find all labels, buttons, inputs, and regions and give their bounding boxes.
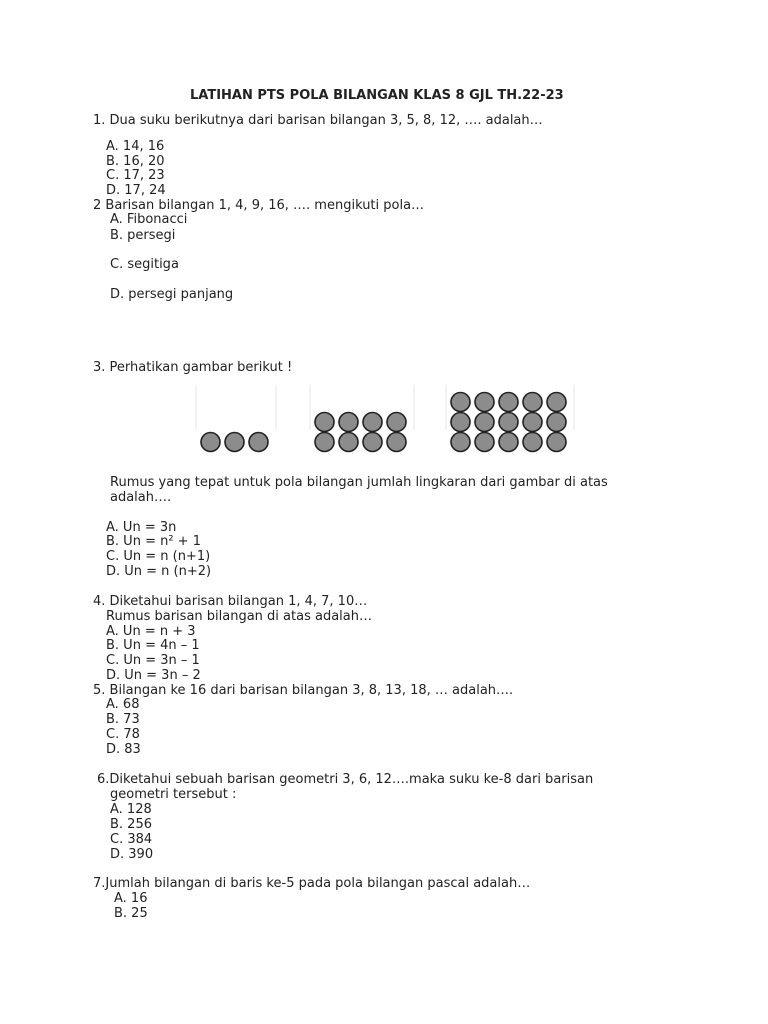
- q1-option-b: B. 16, 20: [106, 154, 165, 169]
- pattern-3-circle: [499, 393, 518, 412]
- q4-option-b: B. Un = 4n – 1: [106, 638, 200, 653]
- pattern-3-circle: [475, 393, 494, 412]
- pattern-2-circle: [387, 433, 406, 452]
- pattern-3-circle: [523, 393, 542, 412]
- question-6-line-1: 6.Diketahui sebuah barisan geometri 3, 6, 12….maka suku ke-8 dari barisan: [97, 772, 594, 787]
- q3-option-d: D. Un = n (n+2): [106, 564, 212, 579]
- q4-option-a: A. Un = n + 3: [106, 624, 196, 639]
- pattern-2-circle: [363, 433, 382, 452]
- q6-option-d: D. 390: [110, 847, 154, 862]
- q6-option-b: B. 256: [110, 817, 152, 832]
- pattern-2-circle: [339, 433, 358, 452]
- q5-option-a: A. 68: [106, 697, 140, 712]
- pattern-3-circle: [451, 413, 470, 432]
- q5-option-d: D. 83: [106, 742, 141, 757]
- question-3: 3. Perhatikan gambar berikut !: [93, 360, 293, 375]
- question-2: 2 Barisan bilangan 1, 4, 9, 16, …. mengikuti pola…: [93, 198, 425, 213]
- circle-pattern-svg: [190, 385, 580, 460]
- q3-prompt-line-2: adalah….: [110, 490, 172, 505]
- pattern-1-circle: [225, 433, 244, 452]
- q4-option-d: D. Un = 3n – 2: [106, 668, 201, 683]
- pattern-3-circle: [475, 413, 494, 432]
- question-1: 1. Dua suku berikutnya dari barisan bilangan 3, 5, 8, 12, …. adalah…: [93, 113, 543, 128]
- q2-option-a: A. Fibonacci: [110, 212, 188, 227]
- q3-prompt-line-1: Rumus yang tepat untuk pola bilangan jumlah lingkaran dari gambar di atas: [110, 475, 608, 490]
- pattern-1-circle: [249, 433, 268, 452]
- pattern-2-circle: [339, 413, 358, 432]
- pattern-1-circle: [201, 433, 220, 452]
- pattern-3-circle: [523, 433, 542, 452]
- circle-pattern-figure: [190, 385, 580, 460]
- q5-option-b: B. 73: [106, 712, 140, 727]
- pattern-3-circle: [547, 393, 566, 412]
- question-6-line-2: geometri tersebut :: [110, 787, 237, 802]
- q2-option-d: D. persegi panjang: [110, 287, 234, 302]
- pattern-3-circle: [475, 433, 494, 452]
- q7-option-a: A. 16: [114, 891, 148, 906]
- q2-option-b: B. persegi: [110, 228, 176, 243]
- pattern-3-circle: [499, 433, 518, 452]
- pattern-3-circle: [547, 433, 566, 452]
- pattern-2-circle: [315, 413, 334, 432]
- question-5: 5. Bilangan ke 16 dari barisan bilangan 3, 8, 13, 18, … adalah….: [93, 683, 514, 698]
- q2-option-c: C. segitiga: [110, 257, 179, 272]
- page-title: LATIHAN PTS POLA BILANGAN KLAS 8 GJL TH.22-23: [190, 88, 564, 103]
- q1-option-d: D. 17, 24: [106, 183, 166, 198]
- q1-option-c: C. 17, 23: [106, 168, 165, 183]
- q3-option-c: C. Un = n (n+1): [106, 549, 211, 564]
- pattern-3-circle: [451, 433, 470, 452]
- pattern-3-circle: [451, 393, 470, 412]
- q1-option-a: A. 14, 16: [106, 139, 165, 154]
- q3-option-b: B. Un = n² + 1: [106, 534, 201, 549]
- pattern-2-circle: [363, 413, 382, 432]
- q3-option-a: A. Un = 3n: [106, 520, 177, 535]
- pattern-3-circle: [523, 413, 542, 432]
- question-4: 4. Diketahui barisan bilangan 1, 4, 7, 10…: [93, 594, 368, 609]
- pattern-2-circle: [315, 433, 334, 452]
- q4-option-c: C. Un = 3n – 1: [106, 653, 200, 668]
- question-7: 7.Jumlah bilangan di baris ke-5 pada pola bilangan pascal adalah…: [93, 876, 531, 891]
- q6-option-c: C. 384: [110, 832, 153, 847]
- pattern-2-circle: [387, 413, 406, 432]
- q5-option-c: C. 78: [106, 727, 140, 742]
- q7-option-b: B. 25: [114, 906, 148, 921]
- pattern-3-circle: [547, 413, 566, 432]
- pattern-3-circle: [499, 413, 518, 432]
- q6-option-a: A. 128: [110, 802, 152, 817]
- q4-subquestion: Rumus barisan bilangan di atas adalah…: [106, 609, 372, 624]
